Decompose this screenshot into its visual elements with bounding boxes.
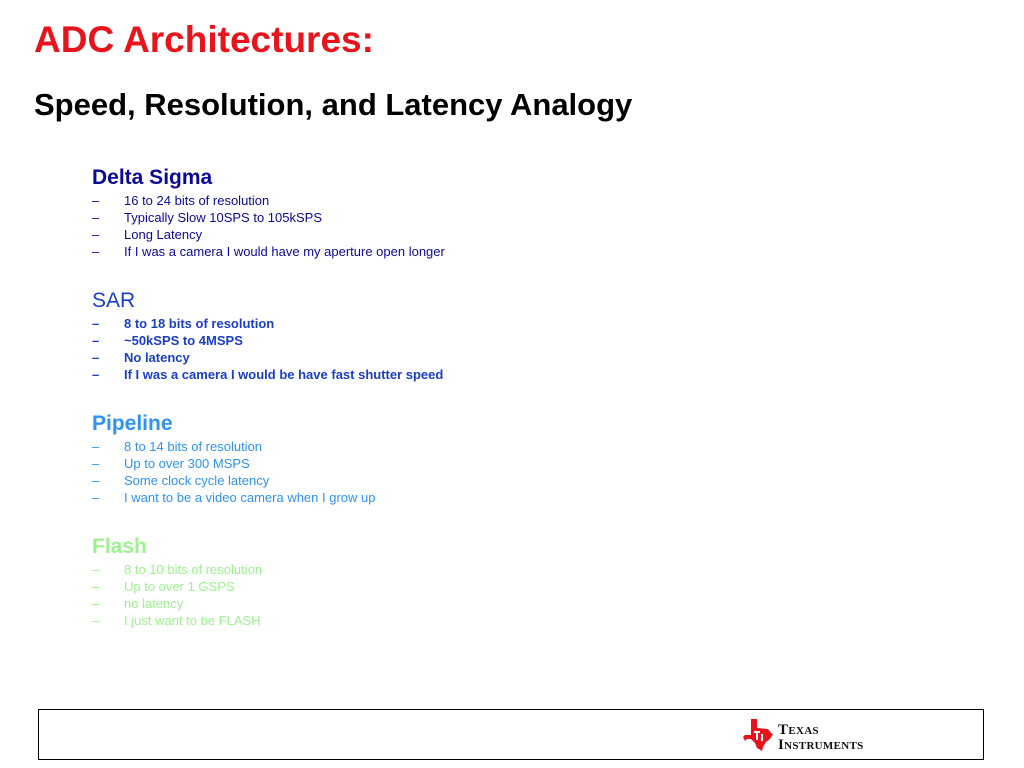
bullet-text: Up to over 1 GSPS [124, 579, 235, 594]
bullet-item [92, 192, 445, 209]
logo-letter: I [778, 737, 785, 753]
dash-marker: – [92, 562, 100, 577]
bullet-text: Some clock cycle latency [124, 473, 270, 488]
logo-letters: EXAS [788, 725, 819, 737]
dash-marker: – [92, 439, 100, 454]
bullet-item [92, 455, 375, 472]
dash-marker: – [92, 579, 100, 594]
bullet-text: 8 to 14 bits of resolution [124, 439, 263, 454]
bullet-list-sar [92, 315, 443, 383]
bullet-text: I just want to be FLASH [124, 613, 261, 628]
section-delta-sigma [92, 166, 445, 260]
bullet-text: 16 to 24 bits of resolution [124, 193, 270, 208]
dash-marker: – [92, 210, 100, 225]
ti-logo [742, 716, 882, 754]
bullet-item [92, 612, 262, 629]
logo-letter: T [778, 722, 789, 738]
bullet-text: 8 to 18 bits of resolution [124, 316, 275, 331]
texas-state-icon [742, 718, 774, 752]
bullet-text: 8 to 10 bits of resolution [124, 562, 263, 577]
bullet-text: If I was a camera I would be have fast shutter speed [124, 367, 444, 382]
bullet-item [92, 595, 262, 612]
dash-marker: – [92, 316, 100, 331]
bullet-item [92, 366, 443, 383]
logo-wordmark-instruments [778, 736, 864, 754]
bullet-item [92, 332, 443, 349]
bullet-text: I want to be a video camera when I grow up [124, 490, 376, 505]
bullet-item [92, 578, 262, 595]
bullet-list-pipeline [92, 438, 375, 506]
dash-marker: – [92, 350, 100, 365]
bullet-item [92, 472, 375, 489]
section-heading-flash: Flash [92, 535, 147, 558]
bullet-text: ~50kSPS to 4MSPS [124, 333, 243, 348]
slide-title: ADC Architectures: [34, 19, 374, 60]
section-heading-pipeline: Pipeline [92, 412, 173, 435]
section-heading-delta-sigma: Delta Sigma [92, 166, 213, 189]
bullet-text: Long Latency [124, 227, 203, 242]
dash-marker: – [92, 333, 100, 348]
dash-marker: – [92, 490, 100, 505]
section-heading-sar: SAR [92, 289, 136, 312]
dash-marker: – [92, 227, 100, 242]
bullet-text: Up to over 300 MSPS [124, 456, 250, 471]
bullet-text: If I was a camera I would have my aperture open longer [124, 244, 445, 259]
bullet-item [92, 438, 375, 455]
bullet-item [92, 489, 375, 506]
section-flash [92, 535, 262, 629]
bullet-item [92, 561, 262, 578]
dash-marker: – [92, 596, 100, 611]
section-sar [92, 289, 443, 383]
dash-marker: – [92, 473, 100, 488]
bullet-item [92, 315, 443, 332]
bullet-item [92, 349, 443, 366]
bullet-list-delta-sigma [92, 192, 445, 260]
dash-marker: – [92, 367, 100, 382]
bullet-text: No latency [124, 350, 190, 365]
section-pipeline [92, 412, 375, 506]
bullet-text: Typically Slow 10SPS to 105kSPS [124, 210, 322, 225]
bullet-item [92, 209, 445, 226]
bullet-item [92, 243, 445, 260]
dash-marker: – [92, 613, 100, 628]
bullet-text: no latency [124, 596, 184, 611]
bullet-list-flash [92, 561, 262, 629]
bullet-item [92, 226, 445, 243]
dash-marker: – [92, 193, 100, 208]
logo-letters: NSTRUMENTS [784, 740, 864, 752]
dash-marker: – [92, 244, 100, 259]
dash-marker: – [92, 456, 100, 471]
slide-subtitle: Speed, Resolution, and Latency Analogy [34, 87, 633, 122]
